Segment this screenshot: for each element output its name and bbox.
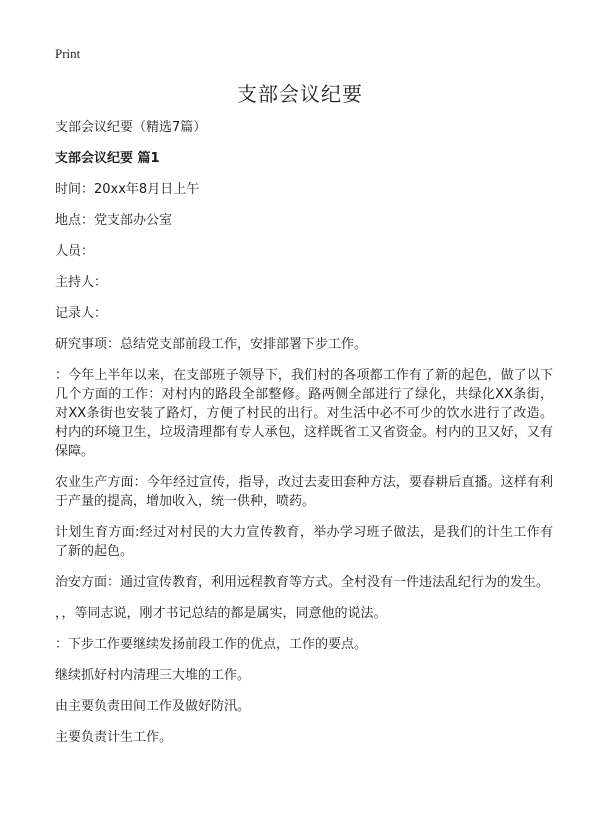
public-security-paragraph: 治安方面：通过宣传教育，利用远程教育等方式。全村没有一件违法乱纪行为的发生。 — [55, 575, 550, 590]
meeting-recorder: 记录人： — [55, 306, 108, 321]
print-link[interactable]: Print — [55, 46, 81, 61]
next-steps-paragraph: ：下步工作要继续发扬前段工作的优点，工作的要点。 — [55, 637, 368, 652]
agriculture-paragraph: 农业生产方面：今年经过宣传，指导，改过去麦田套种方法，要春耕后直播。这样有利于产量的提高，增加收入，统一供种，喷药。 — [55, 475, 553, 509]
research-topic: 研究事项：总结党支部前段工作，安排部署下步工作。 — [55, 337, 368, 352]
family-planning-paragraph: 计划生育方面:经过对村民的大力宣传教育，举办学习班子做法，是我们的计生工作有了新的起色。 — [55, 525, 553, 559]
meeting-time: 时间：20xx年8月日上午 — [55, 182, 200, 197]
comrades-comment-paragraph: ，，等同志说，刚才书记总结的都是属实，同意他的说法。 — [55, 606, 387, 621]
meeting-host: 主持人： — [55, 275, 108, 290]
task-item: 由主要负责田间工作及做好防汛。 — [55, 699, 251, 714]
section-heading: 支部会议纪要 篇1 — [55, 151, 160, 166]
document-title: 支部会议纪要 — [237, 82, 363, 106]
meeting-attendees: 人员： — [55, 244, 95, 259]
task-item: 继续抓好村内清理三大堆的工作。 — [55, 668, 251, 683]
document-body — [55, 118, 553, 759]
work-summary-paragraph: ：今年上半年以来，在支部班子领导下，我们村的各项都工作有了新的起色，做了以下几个方面的工作：对村内的路段全部整修。路两侧全部进行了绿化，共绿化XX条街，对XX条街也安装了路灯，方便了村民的出行。对生活中必不可少的饮水进行了改造。村内的环境卫生，垃圾清理都有专人承包，这样既省工又省资金。村内的卫又好，又有保障。 — [55, 368, 553, 459]
task-item: 主要负责计生工作。 — [55, 730, 173, 745]
document-subtitle: 支部会议纪要（精选7篇） — [55, 120, 207, 135]
meeting-location: 地点：党支部办公室 — [55, 213, 173, 228]
